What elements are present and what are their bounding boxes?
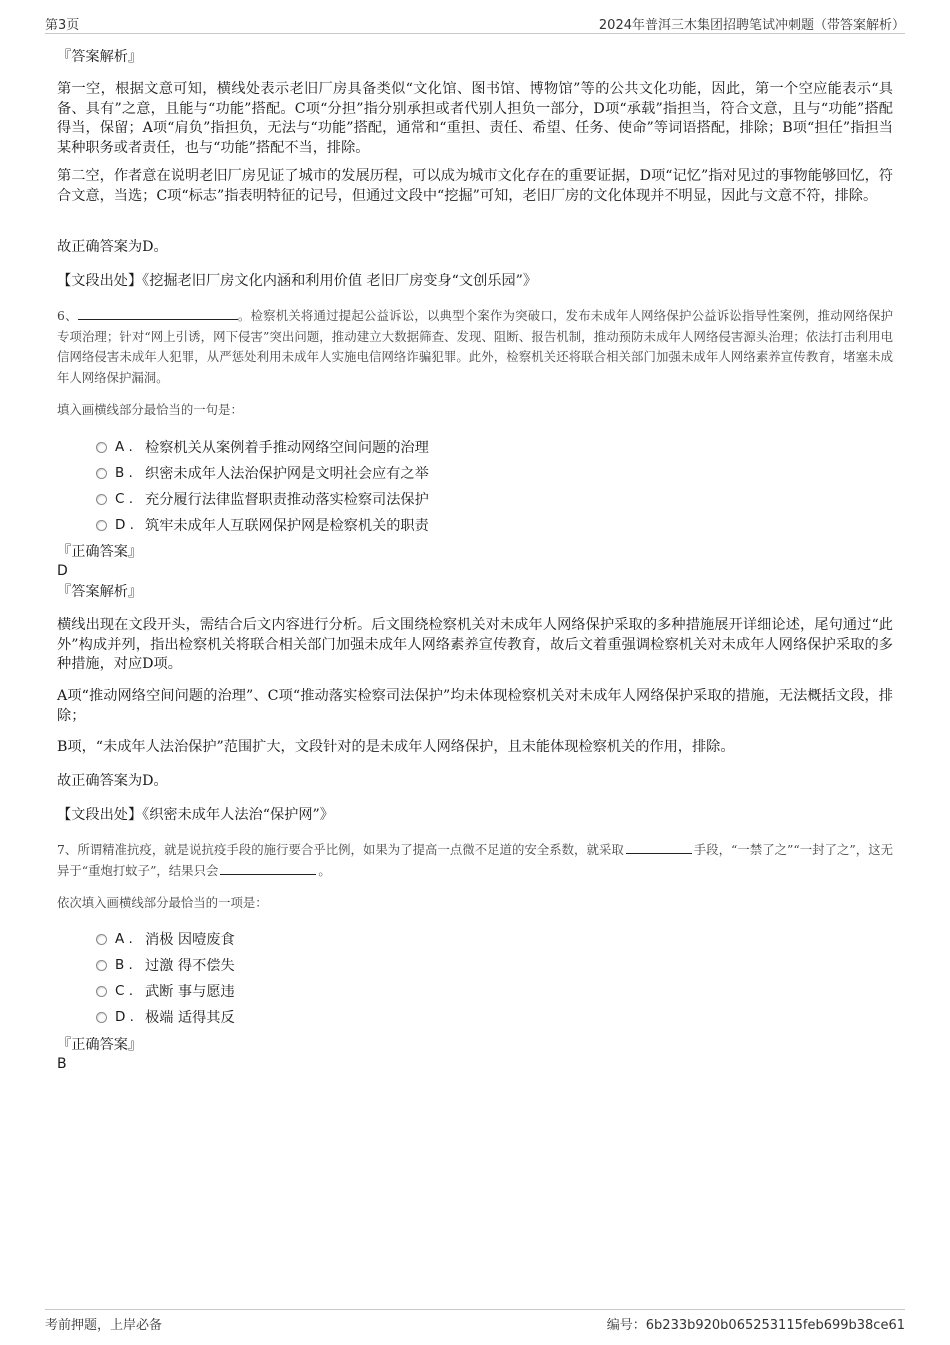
q6-analysis-label: 『答案解析』	[57, 584, 143, 600]
q7-option-c[interactable]	[96, 981, 235, 1001]
radio-icon[interactable]	[96, 960, 107, 971]
page-number: 第3页	[45, 18, 80, 33]
q6-prompt: 填入画横线部分最恰当的一句是：	[57, 402, 243, 417]
q6-blank	[78, 307, 238, 320]
q5-analysis-paragraph-2: 第二空，作者意在说明老旧厂房见证了城市的发展历程，可以成为城市文化存在的重要证据，D项“记忆”指对见过的事物能够回忆，符合文意，当选；C项“标志”指表明特征的记号，但通过文段中“挖掘”可知，老旧厂房的文化体现并不明显，因此与文意不符，排除。	[57, 168, 893, 204]
q7-stem	[57, 840, 893, 881]
q6-analysis-paragraph-2: A项“推动网络空间问题的治理”、C项“推动落实检察司法保护”均未体现检察机关对未成年人网络保护采取的措施，无法概括文段，排除；	[57, 688, 893, 724]
footer-divider	[45, 1309, 905, 1310]
q6-number: 6、	[57, 308, 78, 323]
option-letter: B .	[115, 465, 133, 481]
option-text: 充分履行法律监督职责推动落实检察司法保护	[145, 492, 429, 508]
q6-stem-text: 。检察机关将通过提起公益诉讼，以典型个案作为突破口，发布未成年人网络保护公益诉讼指导性案例，推动网络保护专项治理；针对“网上引诱，网下侵害”突出问题，推动建立大数据筛查、发现、阻断、报告机制，推动预防未成年人网络侵害源头治理；依法打击利用电信网络侵害未成年人犯罪，从严惩处利用未成年人实施电信网络诈骗犯罪。此外，检察机关还将联合相关部门加强未成年人网络素养宣传教育，堵塞未成年人网络保护漏洞。	[57, 308, 893, 385]
option-letter: C .	[115, 491, 134, 507]
option-letter: D .	[115, 1009, 134, 1025]
q6-option-b[interactable]	[96, 463, 429, 483]
q5-source: 【文段出处】《挖掘老旧厂房文化内涵和利用价值 老旧厂房变身“文创乐园”》	[57, 273, 538, 289]
q7-option-d[interactable]	[96, 1007, 235, 1027]
q6-source: 【文段出处】《织密未成年人法治“保护网”》	[57, 807, 334, 823]
q7-stem-part-c: 。	[318, 862, 331, 878]
radio-icon[interactable]	[96, 468, 107, 479]
option-letter: B .	[115, 957, 133, 973]
q6-option-c[interactable]	[96, 489, 429, 509]
q6-option-d[interactable]	[96, 515, 429, 535]
radio-icon[interactable]	[96, 934, 107, 945]
q7-option-b[interactable]	[96, 955, 235, 975]
option-letter: C .	[115, 983, 134, 999]
q6-analysis-paragraph-1: 横线出现在文段开头，需结合后文内容进行分析。后文围绕检察机关对未成年人网络保护采取的多种措施展开详细论述，尾句通过“此外”构成并列，指出检察机关将联合相关部门加强未成年人网络素养宣传教育，故后文着重强调检察机关对未成年人网络保护采取的多种措施，对应D项。	[57, 617, 893, 672]
option-text: 消极 因噎废食	[145, 932, 235, 948]
q7-answer-label: 『正确答案』	[57, 1037, 143, 1053]
radio-icon[interactable]	[96, 494, 107, 505]
header-divider	[45, 33, 905, 34]
q6-answer-label: 『正确答案』	[57, 544, 143, 560]
option-text: 检察机关从案例着手推动网络空间问题的治理	[145, 440, 429, 456]
option-text: 武断 事与愿违	[145, 984, 235, 1000]
option-letter: A .	[115, 439, 133, 455]
document-id: 编号：6b233b920b065253115feb699b38ce61	[606, 1318, 905, 1333]
option-text: 筑牢未成年人互联网保护网是检察机关的职责	[145, 518, 429, 534]
q5-analysis-label: 『答案解析』	[57, 49, 143, 65]
q6-conclusion: 故正确答案为D。	[57, 773, 168, 789]
option-text: 极端 适得其反	[145, 1010, 235, 1026]
q7-blank-1	[626, 841, 692, 854]
q6-answer: D	[57, 563, 68, 579]
q7-answer: B	[57, 1056, 67, 1072]
q6-stem	[57, 306, 893, 388]
q7-blank-2	[220, 862, 316, 875]
radio-icon[interactable]	[96, 986, 107, 997]
q7-prompt: 依次填入画横线部分最恰当的一项是：	[57, 895, 268, 910]
q5-conclusion: 故正确答案为D。	[57, 239, 168, 255]
option-text: 过激 得不偿失	[145, 958, 235, 974]
option-text: 织密未成年人法治保护网是文明社会应有之举	[145, 466, 429, 482]
q6-analysis-paragraph-3: B项，“未成年人法治保护”范围扩大，文段针对的是未成年人网络保护，且未能体现检察机关的作用，排除。	[57, 739, 735, 755]
q7-stem-part-a: 所谓精准抗疫，就是说抗疫手段的施行要合乎比例，如果为了提高一点微不足道的安全系数，就采取	[77, 842, 624, 857]
q7-option-a[interactable]	[96, 929, 235, 949]
q5-analysis-paragraph-1: 第一空，根据文意可知，横线处表示老旧厂房具备类似“文化馆、图书馆、博物馆”等的公共文化功能，因此，第一个空应能表示“具备、具有”之意，且能与“功能”搭配。C项“分担”指分别承担或者代别人担负一部分，D项“承载”指担当，符合文意，且与“功能”搭配得当，保留；A项“肩负”指担负，无法与“功能”搭配，通常和“重担、责任、希望、任务、使命”等词语搭配，排除；B项“担任”指担当某种职务或者责任，也与“功能”搭配不当，排除。	[57, 81, 893, 156]
radio-icon[interactable]	[96, 520, 107, 531]
q7-number: 7、	[57, 842, 78, 857]
document-title: 2024年普洱三木集团招聘笔试冲刺题（带答案解析）	[598, 18, 905, 33]
footer-slogan: 考前押题，上岸必备	[45, 1318, 163, 1333]
q7-stem-part-b: 手段，“一禁了之”“一封了之”，这无异于“重炮打蚊子”，结果只会	[57, 842, 894, 878]
radio-icon[interactable]	[96, 442, 107, 453]
radio-icon[interactable]	[96, 1012, 107, 1023]
q6-option-a[interactable]	[96, 437, 429, 457]
option-letter: A .	[115, 931, 133, 947]
option-letter: D .	[115, 517, 134, 533]
